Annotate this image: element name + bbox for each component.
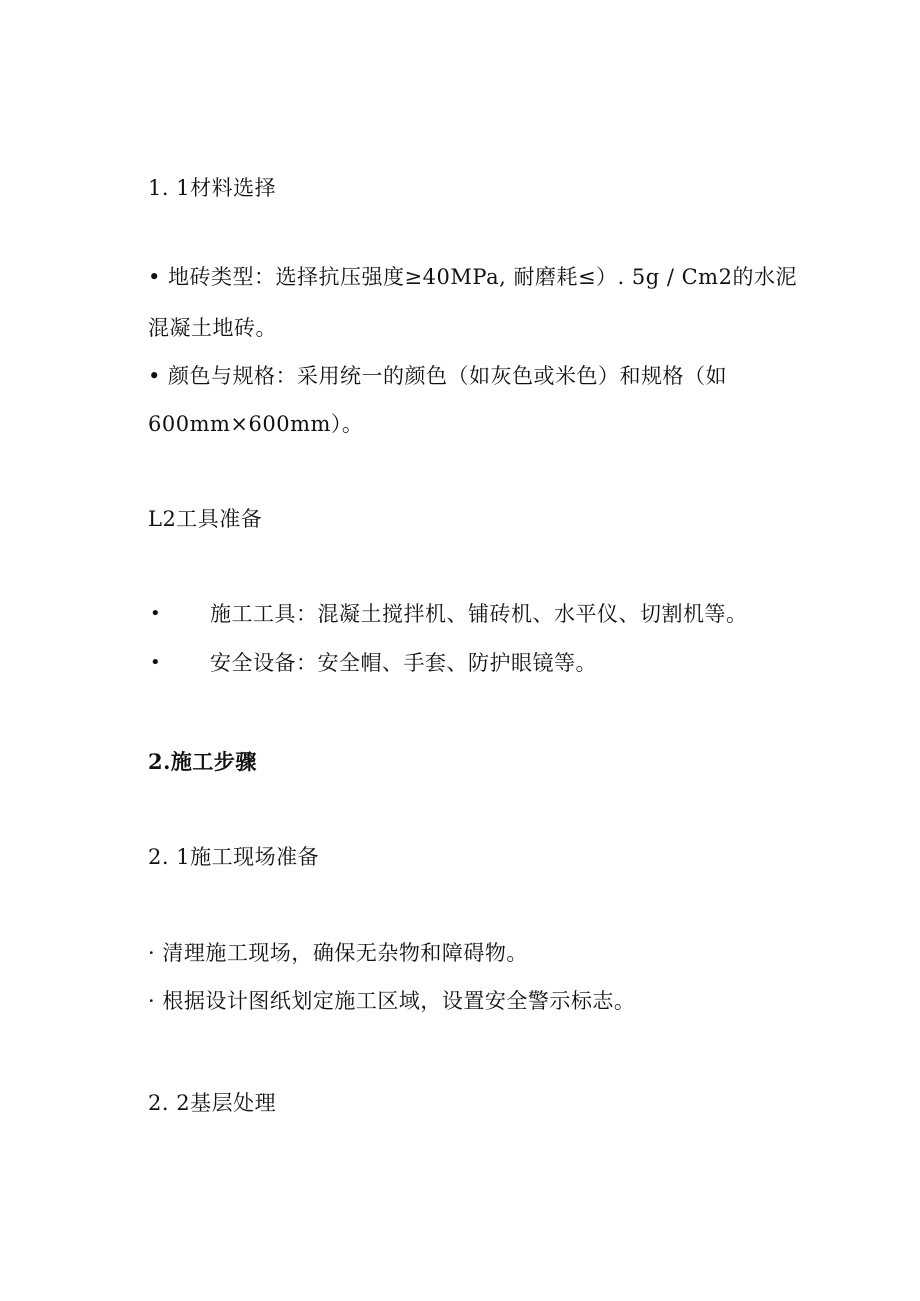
bullet-dot: • <box>150 652 161 673</box>
list-item-color-spec-line2: 600mm×600mm）。 <box>148 412 364 436</box>
list-item-construction-tools: 施工工具：混凝土搅拌机、铺砖机、水平仪、切割机等。 <box>210 602 748 626</box>
list-item-tile-type-line1: • 地砖类型：选择抗压强度≥40MPa, 耐磨耗≤）. 5g / Cm2的水泥 <box>148 265 797 289</box>
list-item-clear-site: · 清理施工现场，确保无杂物和障碍物。 <box>148 941 528 965</box>
heading-2-1: 2. 1施工现场准备 <box>148 845 320 869</box>
list-item-tile-type-line2: 混凝土地砖。 <box>148 316 277 340</box>
heading-2-2: 2. 2基层处理 <box>148 1091 277 1115</box>
list-item-color-spec-line1: • 颜色与规格：采用统一的颜色（如灰色或米色）和规格（如 <box>148 364 728 388</box>
list-item-mark-area: · 根据设计图纸划定施工区域，设置安全警示标志。 <box>148 989 636 1013</box>
heading-1-1: 1. 1材料选择 <box>148 176 277 200</box>
bullet-dot: • <box>150 603 161 624</box>
list-item-safety-equipment: 安全设备：安全帽、手套、防护眼镜等。 <box>210 651 597 675</box>
heading-1-2: L2工具准备 <box>148 507 263 531</box>
heading-2: 2.施工步骤 <box>148 749 257 774</box>
